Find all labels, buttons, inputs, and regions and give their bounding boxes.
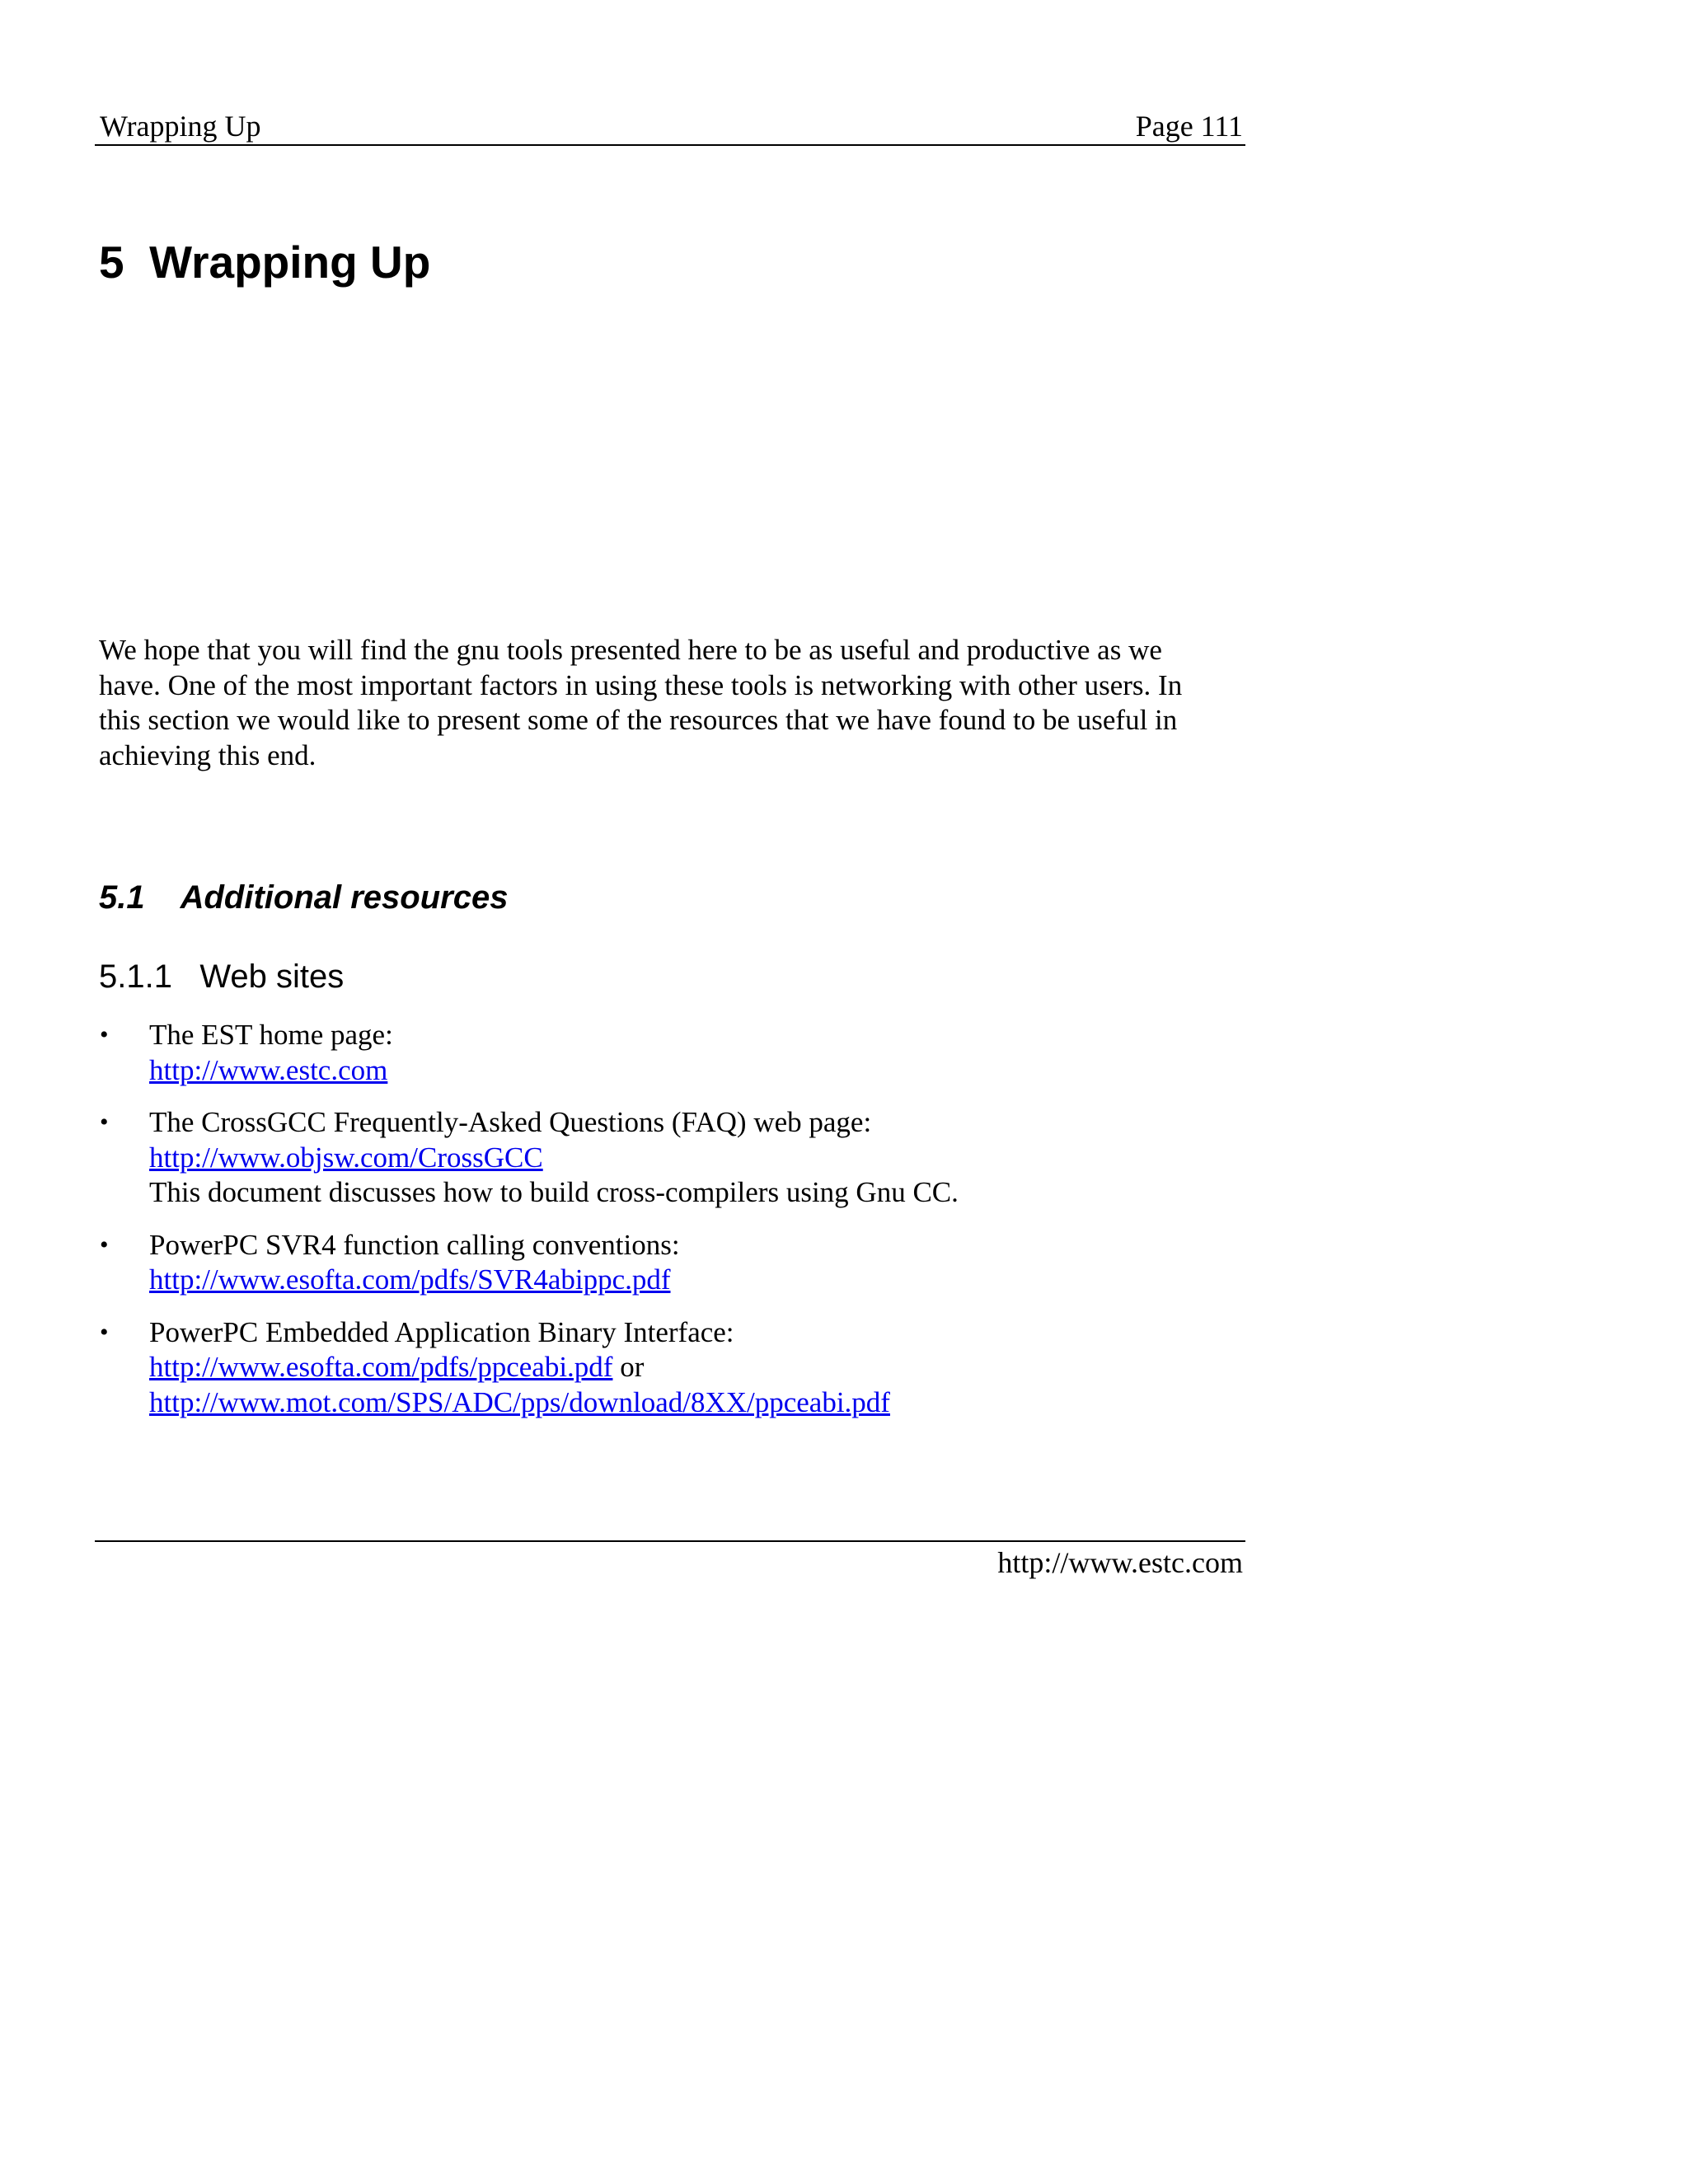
footer-url: http://www.estc.com (997, 1546, 1243, 1579)
list-item (97, 1228, 1251, 1298)
intro-line: this section we would like to present some of the resources that we have found to be useful in (99, 704, 1178, 736)
resource-label: PowerPC SVR4 function calling conventions: (149, 1228, 680, 1261)
running-header-title: Wrapping Up (100, 110, 261, 143)
chapter-heading (99, 235, 430, 289)
footer-divider (95, 1540, 1245, 1542)
resource-list (97, 1018, 1251, 1437)
intro-line: have. One of the most important factors in using these tools is networking with other users. In (99, 668, 1183, 701)
resource-link[interactable]: http://www.estc.com (149, 1053, 388, 1086)
running-header (96, 107, 1241, 145)
resource-link[interactable]: http://www.esofta.com/pdfs/ppceabi.pdf (149, 1351, 613, 1383)
resource-label: The EST home page: (149, 1019, 393, 1051)
section-heading (99, 877, 508, 918)
list-item (97, 1315, 1251, 1421)
intro-line: We hope that you will find the gnu tools presented here to be as useful and productive as we (99, 634, 1162, 666)
bullet-icon: • (100, 1108, 109, 1136)
header-divider (95, 144, 1245, 146)
bullet-icon: • (100, 1318, 109, 1346)
resource-link-alt[interactable]: http://www.mot.com/SPS/ADC/pps/download/8XX/ppceabi.pdf (149, 1385, 890, 1418)
bullet-icon: • (100, 1021, 109, 1048)
section-number: 5.1 (99, 879, 145, 916)
resource-note: This document discusses how to build cross-compilers using Gnu CC. (149, 1176, 959, 1208)
subsection-heading (99, 956, 344, 997)
list-item (97, 1018, 1251, 1088)
resource-label: PowerPC Embedded Application Binary Interface: (149, 1315, 734, 1348)
bullet-icon: • (100, 1230, 109, 1258)
section-title: Additional resources (180, 879, 509, 916)
resource-link[interactable]: http://www.esofta.com/pdfs/SVR4abippc.pdf (149, 1263, 671, 1296)
resource-label: The CrossGCC Frequently-Asked Questions (FAQ) web page: (149, 1106, 872, 1138)
subsection-title: Web sites (199, 958, 345, 995)
intro-paragraph (99, 633, 1249, 773)
intro-line: achieving this end. (99, 738, 316, 771)
chapter-title: Wrapping Up (149, 237, 431, 288)
resource-link[interactable]: http://www.objsw.com/CrossGCC (149, 1141, 543, 1174)
subsection-number: 5.1.1 (99, 958, 172, 995)
link-connector: or (620, 1351, 645, 1383)
chapter-number: 5 (99, 237, 124, 288)
list-item (97, 1105, 1251, 1211)
running-header-page-number: Page 111 (1135, 110, 1243, 143)
